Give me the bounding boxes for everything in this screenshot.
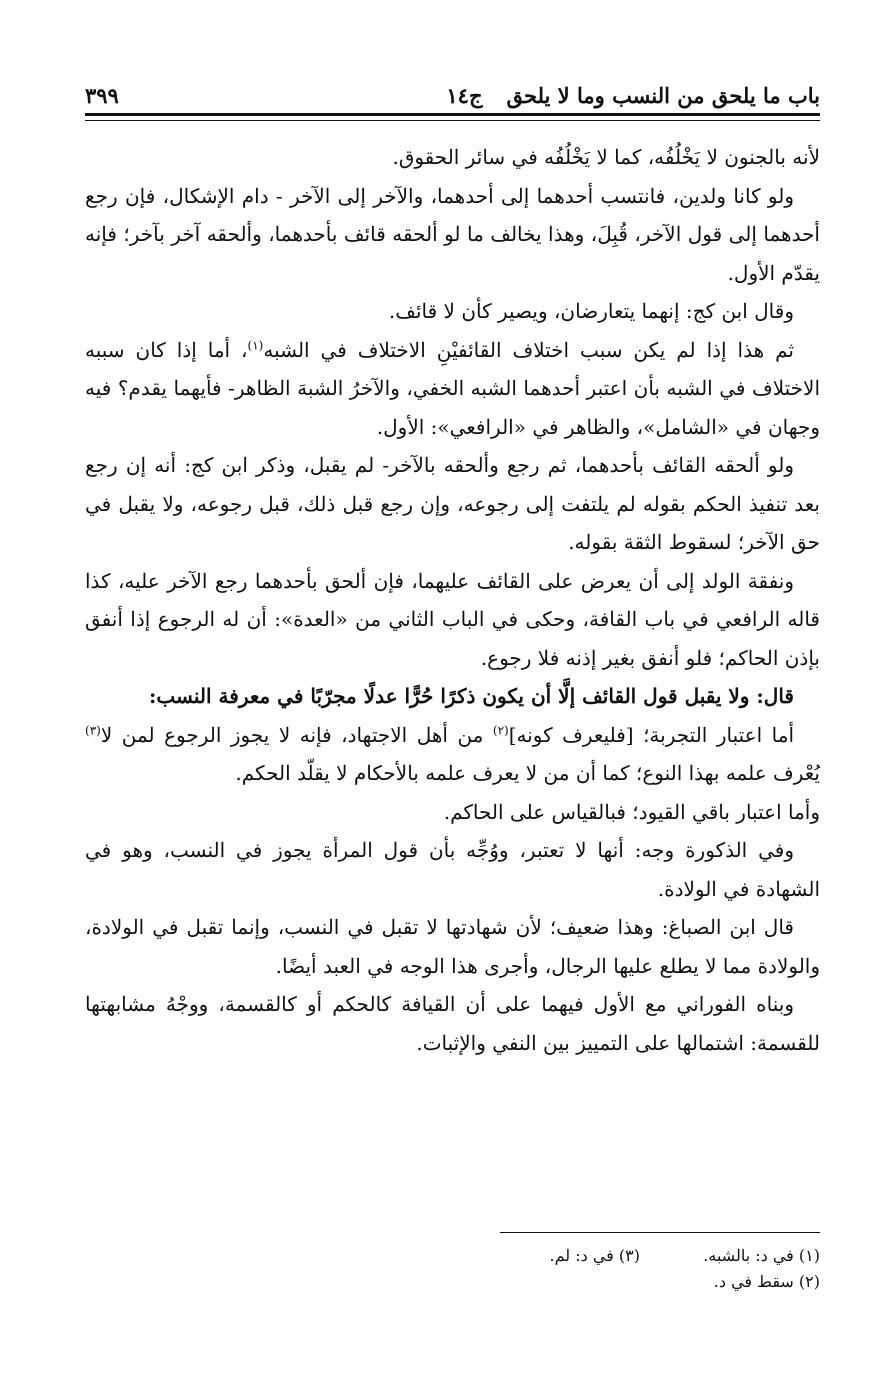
footnote-ref: (٣) — [85, 722, 101, 737]
footnote-rule — [500, 1232, 820, 1233]
paragraph-text: يُعْرف علمه بهذا النوع؛ كما أن من لا يعرف علمه بالأحكام لا يقلّد الحكم. — [235, 761, 820, 785]
chapter-title: باب ما يلحق من النسب وما لا يلحق — [506, 83, 820, 108]
paragraph: وأما اعتبار باقي القيود؛ فبالقياس على الحاكم. — [443, 799, 820, 824]
main-text — [85, 138, 820, 1062]
paragraph-text: ، أما إذا كان سببه الاختلاف في الشبه بأن اعتبر أحدهما الشبه الخفي، والآخرُ الشبهَ الظاهر- فأيهما يقدم؟ فيه وجهان في «الشامل»، والظاهر في «الرافعي»: الأول. — [85, 337, 820, 439]
paragraph-text: ثم هذا إذا لم يكن سبب اختلاف القائفيْنِ الاختلاف في الشبه — [263, 337, 794, 362]
paragraph — [85, 716, 820, 793]
paragraph-text: من أهل الاجتهاد، فإنه لا يجوز الرجوع لمن لا — [100, 722, 493, 747]
footnote-ref: (١) — [247, 337, 264, 352]
page-number: ٣٩٩ — [85, 83, 119, 108]
paragraph: وفي الذكورة وجه: أنها لا تعتبر، ووُجِّه بأن قول المرأة يجوز في النسب، وهو في الشهادة في الولادة. — [85, 838, 820, 901]
header-rule-thin — [85, 120, 820, 121]
footnotes — [85, 1243, 820, 1295]
paragraph: وبناه الفوراني مع الأول فيهما على أن القيافة كالحكم أو كالقسمة، ووجْهُ مشابهتها للقسمة: اشتمالها على التمييز بين النفي والإثبات. — [85, 992, 820, 1055]
paragraph: لأنه بالجنون لا يَخْلُفُه، كما لا يَخْلُفُه في سائر الحقوق. — [392, 145, 820, 169]
header-rule-thick — [85, 113, 820, 116]
paragraph: وقال ابن كج: إنهما يتعارضان، ويصير كأن لا قائف. — [388, 299, 794, 323]
running-header — [85, 78, 820, 108]
footnote: (١) في د: بالشبه. — [703, 1246, 820, 1265]
footnote-row — [85, 1269, 820, 1295]
paragraph-bold: قال: ولا يقبل قول القائف إلَّا أن يكون ذكرًا حُرًّا عدلًا مجرّبًا في معرفة النسب: — [149, 684, 794, 708]
footnote: (٣) في د: لم. — [549, 1246, 640, 1265]
paragraph — [85, 331, 820, 447]
paragraph: ولو ألحقه القائف بأحدهما، ثم رجع وألحقه بالآخر- لم يقبل، وذكر ابن كج: أنه إن رجع بعد تنفيذ الحكم بقوله لم يلتفت إلى رجوعه، وإن رجع قبل ذلك، قبل رجوعه، ولا يقبل في حق الآخر؛ لسقوط الثقة بقوله. — [85, 453, 820, 554]
paragraph: قال ابن الصباغ: وهذا ضعيف؛ لأن شهادتها لا تقبل في النسب، وإنما تقبل في الولادة، والولادة مما لا يطلع عليها الرجال، وأجرى هذا الوجه في العبد أيضًا. — [85, 915, 820, 978]
footnote-ref: (٢) — [492, 722, 509, 737]
paragraph-text: أما اعتبار التجربة؛ [فليعرف كونه] — [508, 722, 795, 747]
footnote: (٢) سقط في د. — [713, 1272, 820, 1291]
volume-number: ج١٤ — [446, 83, 483, 108]
paragraph: ولو كانا ولدين، فانتسب أحدهما إلى أحدهما، والآخر إلى الآخر - دام الإشكال، فإن رجع أحدهما إلى قول الآخر، قُبِلَ، وهذا يخالف ما لو ألحقه قائف بأحدهما، وألحقه آخر بآخر؛ فإنه يقدّم الأول. — [85, 183, 820, 285]
header-title-group — [446, 83, 820, 108]
paragraph: ونفقة الولد إلى أن يعرض على القائف عليهما، فإن ألحق بأحدهما رجع الآخر عليه، كذا قاله الرافعي في باب القافة، وحكى في الباب الثاني من «العدة»: أن له الرجوع إذا أنفق بإذن الحاكم؛ فلو أنفق بغير إذنه فلا رجوع. — [85, 568, 820, 670]
footnote-row — [85, 1243, 820, 1269]
